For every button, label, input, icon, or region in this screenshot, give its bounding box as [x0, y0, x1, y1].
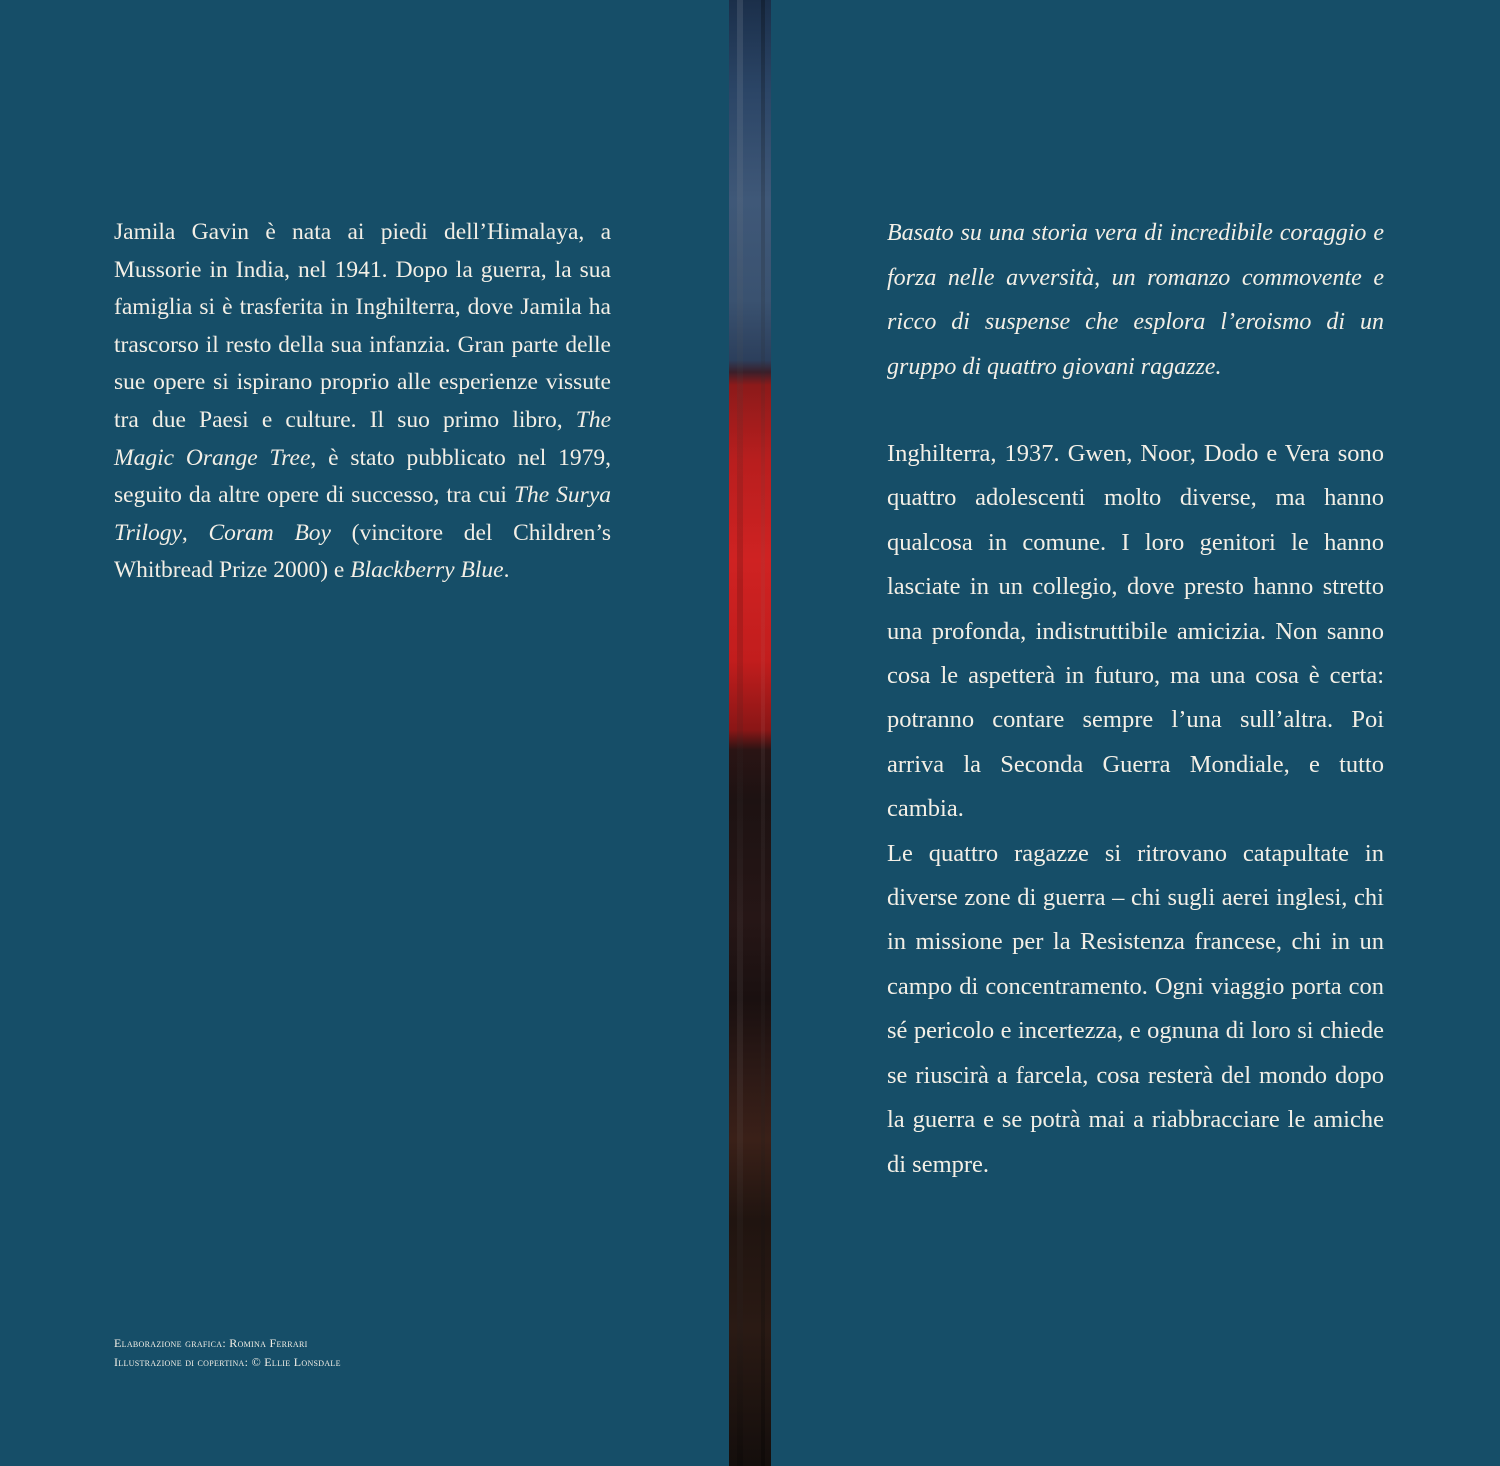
spine-illustration-strip: [729, 0, 771, 1466]
bio-book-title: The Magic Orange Tree: [114, 406, 611, 471]
synopsis-paragraph-2: Le quattro ragazze si ritrovano catapultate in diverse zone di guerra – chi sugli aerei inglesi, chi in missione per la Resistenza francese, chi in un campo di concentramento. Ogni viaggio porta con sé pericolo e incertezza, e ognuna di loro si chiede se riuscirà a farcela, cosa resterà del mondo dopo la guerra e se potrà mai a riabbracciare le amiche di sempre.: [887, 839, 1384, 1178]
bio-text: .: [503, 557, 510, 584]
synopsis-paragraph-1: Inghilterra, 1937. Gwen, Noor, Dodo e Vera sono quattro adolescenti molto diverse, ma hanno qualcosa in comune. I loro genitori le hanno lasciate in un collegio, dove presto hanno stretto una profonda, indistruttibile amicizia. Non sanno cosa le aspetterà in futuro, ma una cosa è certa: potranno contare sempre l’una sull’altra. Poi arriva la Seconda Guerra Mondiale, e tutto cambia.: [887, 440, 1384, 823]
bio-text: (vincitore del Children’s Whitbread Prize 2000) e: [114, 519, 612, 584]
author-bio: [114, 214, 611, 590]
bio-book-title: Blackberry Blue: [350, 557, 504, 584]
bio-text: ,: [181, 519, 209, 546]
bio-book-title: The Surya Trilogy: [114, 482, 612, 546]
book-blurb: Basato su una storia vera di incredibile coraggio e forza nelle avversità, un romanzo commovente e ricco di suspense che esplora l’eroismo di un gruppo di quattro giovani ragazze.: [887, 220, 1384, 380]
bio-text: Jamila Gavin è nata ai piedi dell’Himalaya, a Mussorie in India, nel 1941. Dopo la guerra, la sua famiglia si è trasferita in Inghilterra, dove Jamila ha trascorso il resto della sua infanzia. Gran parte delle sue opere si ispirano proprio alle esperienze vissute tra due Paesi e culture. Il suo primo libro,: [114, 219, 611, 433]
credit-graphic-design: Elaborazione grafica: Romina Ferrari: [114, 1336, 308, 1350]
cover-credits: [114, 1334, 514, 1372]
book-synopsis: [887, 432, 1384, 1187]
credit-cover-illustration: Illustrazione di copertina: © Ellie Lonsdale: [114, 1355, 341, 1369]
bio-text: , è stato pubblicato nel 1979, seguito da altre opere di successo, tra cui: [114, 444, 611, 509]
bio-book-title: Coram Boy: [208, 519, 331, 546]
